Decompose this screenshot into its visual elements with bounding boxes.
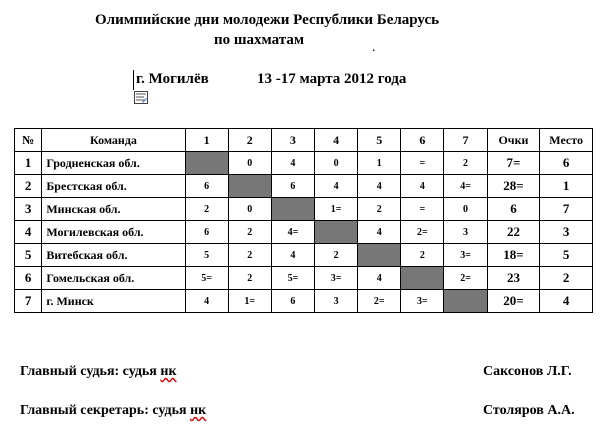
score-cell: 0 [228,198,271,221]
diagonal-cell [401,267,444,290]
score-cell: 6 [271,290,314,313]
column-header: 3 [271,129,314,152]
score-cell: 3= [315,267,358,290]
place-cell: 4 [540,290,593,313]
score-cell: 5= [185,267,228,290]
place-cell: 5 [540,244,593,267]
row-number: 4 [15,221,42,244]
table-row [15,175,593,198]
table-row [15,152,593,175]
score-cell: 4 [315,175,358,198]
team-name: Брестская обл. [42,175,185,198]
text-cursor [133,70,134,90]
score-cell: 5 [185,244,228,267]
points-cell: 28= [487,175,540,198]
score-cell: 0 [444,198,487,221]
column-header: Место [540,129,593,152]
score-cell: 2 [444,152,487,175]
place-cell: 3 [540,221,593,244]
score-cell: 1 [358,152,401,175]
score-cell: 2 [401,244,444,267]
score-cell: 6 [185,175,228,198]
score-cell: 1= [228,290,271,313]
chief-judge-name: Саксонов Л.Г. [483,364,572,379]
place-cell: 6 [540,152,593,175]
score-cell: 6 [185,221,228,244]
team-name: Могилевская обл. [42,221,185,244]
score-cell: 3= [401,290,444,313]
title-line-2: по шахматам [214,32,305,48]
column-header: 1 [185,129,228,152]
results-table [14,128,593,313]
diagonal-cell [358,244,401,267]
points-cell: 7= [487,152,540,175]
score-cell: 5= [271,267,314,290]
column-header: Очки [487,129,540,152]
score-cell: 2= [444,267,487,290]
score-cell: 4 [185,290,228,313]
score-cell: 2= [401,221,444,244]
team-name: Гродненская обл. [42,152,185,175]
row-number: 3 [15,198,42,221]
column-header: 6 [401,129,444,152]
score-cell: 0 [315,152,358,175]
team-name: Минская обл. [42,198,185,221]
points-cell: 18= [487,244,540,267]
table-row [15,221,593,244]
chief-secretary-category: нк [190,403,207,418]
diagonal-cell [444,290,487,313]
chief-judge-line [20,364,177,380]
row-number: 5 [15,244,42,267]
score-cell: 4 [271,244,314,267]
chief-judge-label: Главный судья: судья [20,364,161,379]
score-cell: 2= [358,290,401,313]
points-cell: 6 [487,198,540,221]
chief-judge-category: нк [160,364,177,379]
score-cell: 4= [271,221,314,244]
table-row [15,198,593,221]
stray-dot: . [372,40,376,55]
diagonal-cell [271,198,314,221]
chief-secretary-name: Столяров А.А. [483,403,575,418]
chief-secretary-line [20,403,206,419]
event-place: г. Могилёв [136,71,209,87]
row-number: 1 [15,152,42,175]
table-row [15,244,593,267]
table-row [15,267,593,290]
score-cell: 4 [358,175,401,198]
team-name: Витебская обл. [42,244,185,267]
score-cell: 3 [444,221,487,244]
table-row [15,290,593,313]
score-cell: 4 [358,221,401,244]
column-header: 7 [444,129,487,152]
diagonal-cell [315,221,358,244]
score-cell: = [401,152,444,175]
score-cell: 4 [271,152,314,175]
score-cell: 4 [401,175,444,198]
points-cell: 22 [487,221,540,244]
score-cell: 3= [444,244,487,267]
score-cell: = [401,198,444,221]
column-header: 2 [228,129,271,152]
table-header-row [15,129,593,152]
place-cell: 1 [540,175,593,198]
event-dates: 13 -17 марта 2012 года [257,71,407,87]
score-cell: 4 [358,267,401,290]
score-cell: 6 [271,175,314,198]
score-cell: 3 [315,290,358,313]
chief-secretary-label: Главный секретарь: судья [20,403,191,418]
row-number: 6 [15,267,42,290]
score-cell: 2 [228,244,271,267]
score-cell: 2 [315,244,358,267]
team-name: Гомельская обл. [42,267,185,290]
score-cell: 2 [185,198,228,221]
row-number: 7 [15,290,42,313]
points-cell: 20= [487,290,540,313]
place-cell: 7 [540,198,593,221]
place-cell: 2 [540,267,593,290]
column-header: № [15,129,42,152]
points-cell: 23 [487,267,540,290]
score-cell: 4= [444,175,487,198]
score-cell: 1= [315,198,358,221]
column-header: 5 [358,129,401,152]
score-cell: 2 [228,221,271,244]
diagonal-cell [185,152,228,175]
title-line-1: Олимпийские дни молодежи Республики Беларусь [95,12,440,28]
column-header: 4 [315,129,358,152]
score-cell: 2 [358,198,401,221]
score-cell: 0 [228,152,271,175]
diagonal-cell [228,175,271,198]
document-icon[interactable] [134,91,148,104]
column-header: Команда [42,129,185,152]
team-name: г. Минск [42,290,185,313]
row-number: 2 [15,175,42,198]
score-cell: 2 [228,267,271,290]
